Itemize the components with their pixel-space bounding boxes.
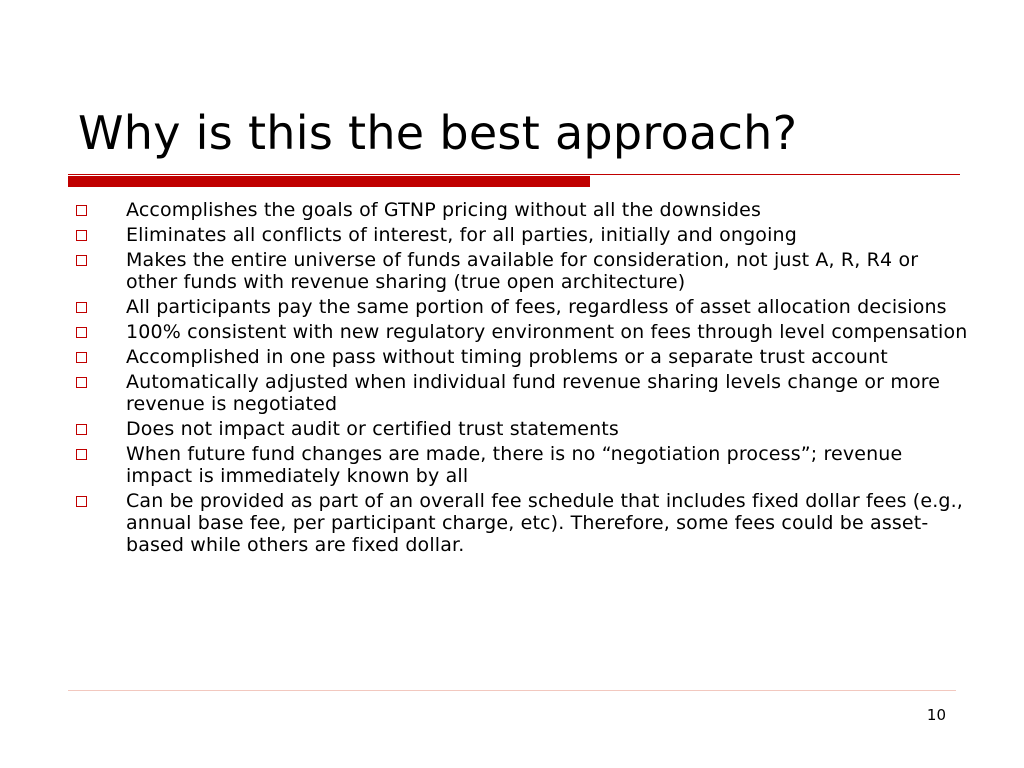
bullet-item <box>72 199 972 221</box>
hollow-square-bullet-icon <box>76 327 87 338</box>
hollow-square-bullet-icon <box>76 449 87 460</box>
bullet-list <box>72 199 972 559</box>
hollow-square-bullet-icon <box>76 205 87 216</box>
title-underline-thin <box>68 174 960 175</box>
bullet-text: 100% consistent with new regulatory environment on fees through level compensation <box>126 321 968 343</box>
bullet-item <box>72 249 972 293</box>
hollow-square-bullet-icon <box>76 230 87 241</box>
slide-number: 10 <box>926 706 946 724</box>
slide-title: Why is this the best approach? <box>78 106 798 160</box>
hollow-square-bullet-icon <box>76 496 87 507</box>
bullet-text: Makes the entire universe of funds available for consideration, not just A, R, R4 or other funds with revenue sharing (true open architecture) <box>126 249 919 293</box>
bullet-text: All participants pay the same portion of fees, regardless of asset allocation decisions <box>126 296 947 318</box>
hollow-square-bullet-icon <box>76 424 87 435</box>
bullet-text: Accomplished in one pass without timing problems or a separate trust account <box>126 346 888 368</box>
bullet-text: Eliminates all conflicts of interest, for all parties, initially and ongoing <box>126 224 797 246</box>
bullet-item <box>72 346 972 368</box>
bullet-item <box>72 371 972 415</box>
bullet-item <box>72 418 972 440</box>
bullet-text: Does not impact audit or certified trust statements <box>126 418 619 440</box>
bullet-item <box>72 490 972 556</box>
bullet-text: Automatically adjusted when individual fund revenue sharing levels change or more revenue is negotiated <box>126 371 941 415</box>
bullet-item <box>72 443 972 487</box>
bullet-text: When future fund changes are made, there is no “negotiation process”; revenue impact is immediately known by all <box>126 443 903 487</box>
bullet-item <box>72 296 972 318</box>
hollow-square-bullet-icon <box>76 377 87 388</box>
bullet-item <box>72 224 972 246</box>
bullet-text: Accomplishes the goals of GTNP pricing without all the downsides <box>126 199 761 221</box>
footer-divider <box>68 690 956 691</box>
hollow-square-bullet-icon <box>76 255 87 266</box>
bullet-text: Can be provided as part of an overall fee schedule that includes fixed dollar fees (e.g., annual base fee, per participant charge, etc). Therefore, some fees could be asset-based while others are fixed dollar. <box>126 490 963 556</box>
hollow-square-bullet-icon <box>76 352 87 363</box>
title-underline-accent-bar <box>68 176 590 187</box>
hollow-square-bullet-icon <box>76 302 87 313</box>
bullet-item <box>72 321 972 343</box>
